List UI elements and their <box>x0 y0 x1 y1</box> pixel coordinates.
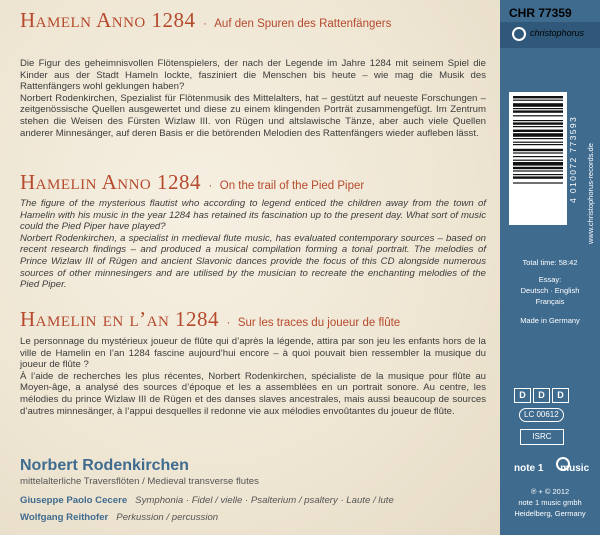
copyright: ℗ + © 2012 <box>530 487 570 496</box>
barcode-bar <box>513 176 563 178</box>
german-heading <box>20 8 391 33</box>
french-heading <box>20 307 400 332</box>
english-paragraph-2: Norbert Rodenkirchen, a specialist in medieval flute music, has evaluated contemporary sources – based on recent research findings – and produced a musical compilation forming a tonal portrait. The melodies of Prince Wizlaw III of Rügen and ancient Slavonic dances provide the focus of this CD alongside numerous sources of other minnesingers and are utilised by the musician to recreate the enchanting melodies of the Pied Piper. <box>20 232 486 291</box>
german-separator: · <box>202 18 207 30</box>
note1-logo <box>514 463 589 474</box>
barcode <box>509 92 567 225</box>
barcode-bar <box>513 126 563 127</box>
english-paragraph-1: The figure of the mysterious flautist who according to legend enticed the children away from the town of Hamelin with his music in the year 1284 has retained its fascination up to the present day. What sort of music could the Pied Piper have played? <box>20 198 486 233</box>
german-subtitle: Auf den Spuren des Rattenfängers <box>214 18 392 30</box>
barcode-bar <box>513 100 563 101</box>
english-subtitle: On the trail of the Pied Piper <box>219 180 365 192</box>
barcode-bar <box>513 182 563 183</box>
main-performer-instruments: mittelalterliche Traversflöten / Medieval transverse flutes <box>20 476 259 487</box>
christophorus-logo-icon <box>512 27 526 41</box>
guest2-name: Wolfgang Reithofer <box>20 512 109 523</box>
barcode-bar <box>513 120 563 121</box>
french-body <box>20 336 486 417</box>
ddd-letter-1: D <box>514 388 531 403</box>
french-subtitle: Sur les traces du joueur de flûte <box>237 317 401 329</box>
guest-credit-1 <box>20 495 394 506</box>
label-code: LC 00612 <box>519 408 564 422</box>
company-city: Heidelberg, Germany <box>514 509 586 518</box>
french-title: Hamelin en l’an 1284 <box>20 307 220 331</box>
ddd-letter-3: D <box>552 388 569 403</box>
barcode-bar <box>513 122 563 124</box>
essay-languages-2: Français <box>535 297 565 306</box>
barcode-bar <box>513 110 563 112</box>
english-separator: · <box>208 180 213 192</box>
barcode-digits: 4 010072 773593 <box>568 115 578 203</box>
barcode-bars <box>509 92 567 225</box>
barcode-bar <box>513 170 563 171</box>
german-paragraph-2: Norbert Rodenkirchen, Spezialist für Flötenmusik des Mittelalters, hat – gestützt auf neueste Forschungen – zeitgenössische Quellen ausgewertet und diese zu einem klingenden Porträt zusammengefügt. Im Zentrum stehen die Weisen des Fürsten Wizlaw III. von Rügen und altslawische Tänze, aber auch viele Quellen anderer Minnesänger, auf deren Basis er die betörenden Melodien des Rattenfängers wieder aufleben lässt. <box>20 92 486 139</box>
french-paragraph-1: Le personnage du mystérieux joueur de flûte qui d’après la légende, attira par son jeu les enfants hors de la ville de Hamelin en l’an 1284 fascine aujourd’hui encore – à quoi pouvait bien ressembler la musique du joueur de flûte ? <box>20 336 486 371</box>
company-name: note 1 music gmbh <box>518 498 582 507</box>
barcode-bar <box>513 96 563 98</box>
catalog-number: CHR 77359 <box>509 6 572 20</box>
german-paragraph-1: Die Figur des geheimnisvollen Flötenspielers, der nach der Legende im Jahre 1284 mit seinem Spiel die Kinder aus der Stadt Hameln lockte, fasziniert die Menschen bis heute – wie mag die Musik des Rattenfängers wohl geklungen haben? <box>20 58 486 93</box>
barcode-bar <box>513 133 563 137</box>
barcode-bar <box>513 130 563 132</box>
essay-label: Essay: <box>538 275 562 284</box>
barcode-bar <box>513 103 563 107</box>
ddd-badge <box>514 388 569 403</box>
barcode-bar <box>513 115 563 116</box>
barcode-bar <box>513 174 563 175</box>
french-separator: · <box>226 317 231 329</box>
barcode-bar <box>513 160 563 161</box>
note1-logo-left: note 1 <box>514 463 544 474</box>
note1-mark-icon <box>556 457 570 471</box>
barcode-bar <box>513 152 563 153</box>
note1-logo-right: music <box>560 463 590 474</box>
barcode-bar <box>513 167 563 169</box>
english-heading <box>20 170 364 195</box>
website-url[interactable]: www.christophorus-records.de <box>586 143 595 244</box>
guest1-instruments: Symphonia · Fidel / vielle · Psalterium / psaltery · Laute / lute <box>135 495 394 506</box>
french-paragraph-2: À l’aide de recherches les plus récentes, Norbert Rodenkirchen, spécialiste de la musique pour flûte au Moyen-âge, a analysé des sources d’époque et les a assemblées en un portrait sonore. Au centre, les mélodies du prince Wizlaw III de Rügen et des danses slaves ancestrales, mais aussi beaucoup de sources d’autres minnesänger, à l’appui desquelles il redonne vie aux mélodies envoûtantes du joueur de flûte. <box>20 370 486 417</box>
german-body <box>20 58 486 139</box>
essay-languages-1: Deutsch · English <box>520 286 580 295</box>
barcode-bar <box>513 108 563 109</box>
guest-credit-2 <box>20 512 218 523</box>
english-body <box>20 198 486 291</box>
isrc-badge: ISRC <box>520 429 564 445</box>
german-title: Hameln Anno 1284 <box>20 8 196 32</box>
made-in-germany: Made in Germany <box>520 316 580 325</box>
barcode-bar <box>513 144 563 145</box>
barcode-bar <box>513 149 563 151</box>
barcode-bar <box>513 156 563 157</box>
ddd-letter-2: D <box>533 388 550 403</box>
guest2-instruments: Perkussion / percussion <box>116 512 219 523</box>
english-title: Hamelin Anno 1284 <box>20 170 201 194</box>
guest1-name: Giuseppe Paolo Cecere <box>20 495 128 506</box>
barcode-bar <box>513 138 563 139</box>
barcode-bar <box>513 142 563 143</box>
barcode-bar <box>513 162 563 166</box>
label-logo-text: christophorus <box>530 28 585 38</box>
total-time: Total time: 58:42 <box>522 258 578 267</box>
main-performer-name: Norbert Rodenkirchen <box>20 457 189 474</box>
